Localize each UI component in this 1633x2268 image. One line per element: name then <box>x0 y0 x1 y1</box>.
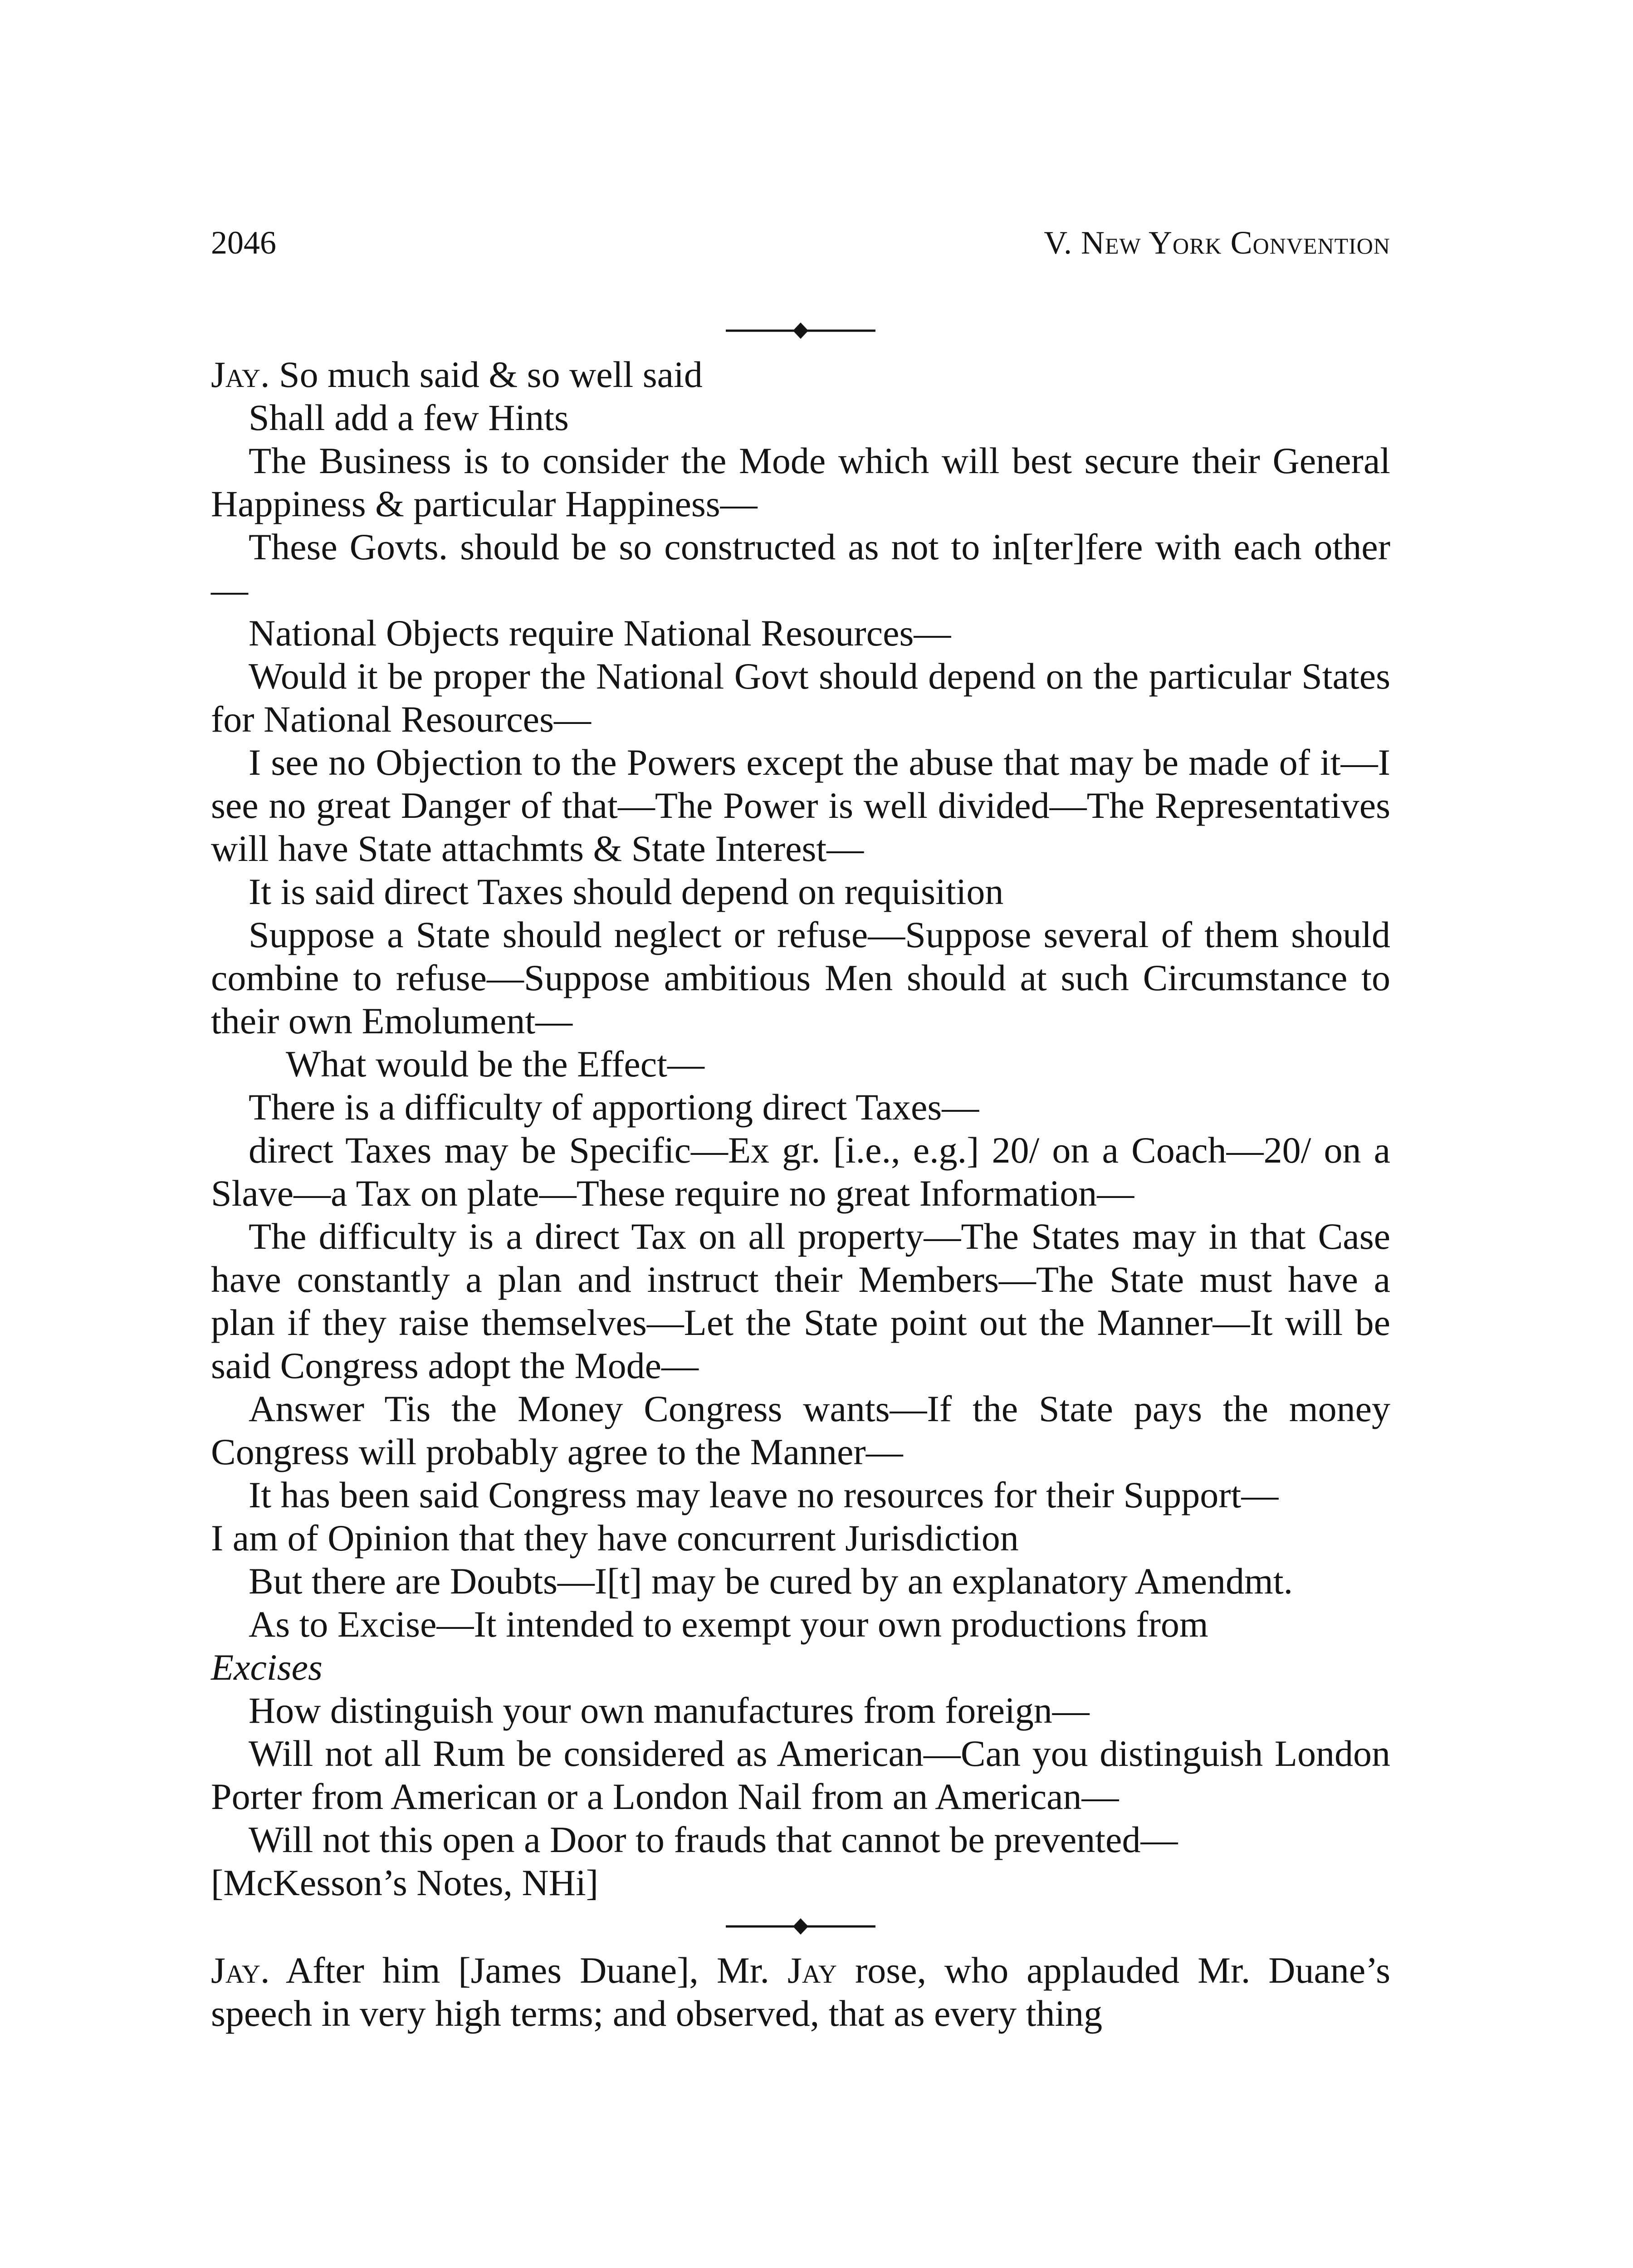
note-line: I see no Objection to the Powers except the abuse that may be made of it—I see no great Danger of that—The Power is well divided—The Representatives will have State attachmts & State Interest— <box>211 742 1390 869</box>
diamond-rule-icon <box>726 319 875 342</box>
note-line: Will not all Rum be considered as American—Can you distinguish London Porter from American or a London Nail from an American— <box>211 1733 1390 1817</box>
section-divider <box>211 1904 1390 1949</box>
note-line: The Business is to consider the Mode which will best secure their General Happiness & particular Happiness— <box>211 440 1390 524</box>
diamond-rule-icon <box>726 1915 875 1938</box>
speech-opening: Jay. So much said & so well said <box>211 354 703 395</box>
opening-text: So much said & so well said <box>279 354 703 395</box>
note-line: It has been said Congress may leave no resources for their Support— <box>249 1474 1279 1515</box>
source-citation: [McKesson’s Notes, NHi] <box>211 1862 599 1903</box>
page-number: 2046 <box>211 225 276 261</box>
note-line: There is a difficulty of apportiong direct Taxes— <box>249 1086 979 1128</box>
document-body <box>211 308 1390 2035</box>
running-head: V. New York Convention <box>1044 225 1390 261</box>
report-text-part1: After him [James Duane], Mr. <box>285 1950 770 1991</box>
speaker-name: Jay <box>211 354 261 395</box>
note-line: National Objects require National Resources— <box>249 612 951 654</box>
note-line: As to Excise—It intended to exempt your own productions from <box>249 1603 1208 1645</box>
note-line: Would it be proper the National Govt should depend on the particular States for National Resources— <box>211 655 1390 740</box>
note-line: The difficulty is a direct Tax on all property—The States may in that Case have constantly a plan and instruct their Members—The State must have a plan if they raise themselves—Let the State point out the Manner—It will be said Congress adopt the Mode— <box>211 1216 1390 1386</box>
note-line: But there are Doubts—I[t] may be cured by an explanatory Amendmt. <box>249 1560 1293 1602</box>
note-line: Shall add a few Hints <box>249 397 569 438</box>
speaker-name: Jay <box>211 1950 261 1991</box>
note-line: I am of Opinion that they have concurrent Jurisdiction <box>211 1517 1019 1559</box>
note-line: Will not this open a Door to frauds that cannot be prevented— <box>249 1819 1178 1860</box>
page-header <box>211 213 1390 272</box>
note-line: How distinguish your own manufactures from foreign— <box>249 1690 1090 1731</box>
note-line: Suppose a State should neglect or refuse—Suppose several of them should combine to refuse—Suppose ambitious Men should at such Circumstance to their own Emolument— <box>211 914 1390 1041</box>
newspaper-report: Jay. After him [James Duane], Mr. Jay rose, who applauded Mr. Duane’s speech in very high terms; and observed, that as every thing <box>211 1950 1390 2034</box>
note-line: What would be the Effect— <box>286 1043 704 1085</box>
speaker-name-inline: Jay <box>787 1950 837 1991</box>
section-divider <box>211 308 1390 353</box>
report-text-part2: rose, who applauded Mr. Duane’s speech in very high terms; and observed, that as every thing <box>211 1950 1390 2034</box>
note-line: It is said direct Taxes should depend on requisition <box>249 871 1004 912</box>
note-line-italic: Excises <box>211 1647 323 1688</box>
note-line: These Govts. should be so constructed as not to in[ter]fere with each other— <box>211 526 1390 611</box>
note-line: Answer Tis the Money Congress wants—If the State pays the money Congress will probably agree to the Manner— <box>211 1388 1390 1472</box>
note-line: direct Taxes may be Specific—Ex gr. [i.e., e.g.] 20/ on a Coach—20/ on a Slave—a Tax on plate—These require no great Information— <box>211 1129 1390 1214</box>
